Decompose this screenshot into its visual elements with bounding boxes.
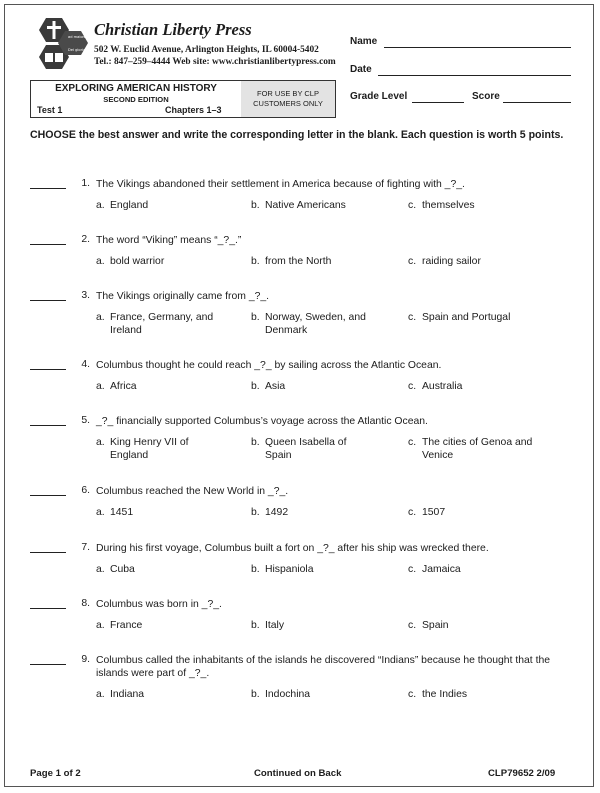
option-letter: a. <box>96 381 105 392</box>
option-text: Jamaica <box>422 564 461 575</box>
answer-blank[interactable] <box>30 552 66 553</box>
option-letter: c. <box>408 437 417 448</box>
answer-blank[interactable] <box>30 188 66 189</box>
question-number: 4. <box>81 359 90 370</box>
option-text: raiding sailor <box>422 256 481 267</box>
page-number: Page 1 of 2 <box>30 768 81 779</box>
option-text: the Indies <box>422 689 468 700</box>
option-text: 1492 <box>265 507 289 518</box>
clp-notice <box>241 81 335 117</box>
option-letter: b. <box>251 381 260 392</box>
option-text: Africa <box>110 381 137 392</box>
answer-blank[interactable] <box>30 244 66 245</box>
svg-text:ad maiorem: ad maiorem <box>68 35 90 39</box>
option-text: Asia <box>265 381 286 392</box>
option-text: Queen Isabella of Spain <box>265 437 347 461</box>
option-letter: a. <box>96 620 105 631</box>
grade-level-field[interactable] <box>412 102 464 103</box>
option-letter: b. <box>251 620 260 631</box>
option-text: 1507 <box>422 507 446 518</box>
answer-blank[interactable] <box>30 608 66 609</box>
option-text: The cities of Genoa and Venice <box>422 437 533 461</box>
option-text: Spain and Portugal <box>422 312 511 323</box>
option-text: France <box>110 620 143 631</box>
option-text: themselves <box>422 200 475 211</box>
name-label: Name <box>350 36 378 47</box>
option-letter: c. <box>408 256 417 267</box>
press-contact: Tel.: 847–259–4444 Web site: www.christianlibertypress.com <box>94 57 336 67</box>
grade-level-label: Grade Level <box>350 91 408 102</box>
option-letter: b. <box>251 507 260 518</box>
option-letter: b. <box>251 689 260 700</box>
test-label: Test 1 <box>37 105 63 115</box>
question-number: 7. <box>81 542 90 553</box>
option-letter: c. <box>408 200 417 211</box>
date-label: Date <box>350 64 372 75</box>
option-text: Indiana <box>110 689 145 700</box>
option-letter: a. <box>96 256 105 267</box>
question-text: Columbus was born in _?_. <box>96 599 222 610</box>
answer-blank[interactable] <box>30 300 66 301</box>
option-text: King Henry VII of England <box>110 437 189 461</box>
test-info-left <box>31 81 242 117</box>
score-label: Score <box>472 91 500 102</box>
score-field[interactable] <box>503 102 571 103</box>
question-text: During his first voyage, Columbus built a fort on _?_ after his ship was wrecked there. <box>96 543 489 554</box>
date-field[interactable] <box>378 75 571 76</box>
option-letter: b. <box>251 256 260 267</box>
option-letter: a. <box>96 437 105 448</box>
option-text: bold warrior <box>110 256 165 267</box>
question-number: 5. <box>81 415 90 426</box>
clp-notice-line2: CUSTOMERS ONLY <box>253 99 323 108</box>
question-text: Columbus called the inhabitants of the islands he discovered “Indians” because he thought that the islands were part of _?_. <box>96 655 551 679</box>
option-letter: b. <box>251 437 260 448</box>
instructions: CHOOSE the best answer and write the corresponding letter in the blank. Each question is worth 5 points. <box>30 129 564 141</box>
option-letter: c. <box>408 381 417 392</box>
question-number: 2. <box>81 234 90 245</box>
option-text: Cuba <box>110 564 135 575</box>
option-text: France, Germany, and Ireland <box>110 312 214 336</box>
name-field[interactable] <box>384 47 571 48</box>
question-number: 1. <box>81 178 90 189</box>
option-letter: b. <box>251 200 260 211</box>
clp-notice-line1: FOR USE BY CLP <box>257 89 319 98</box>
option-text: Norway, Sweden, and Denmark <box>265 312 366 336</box>
question-text: The word “Viking” means “_?_.” <box>96 235 242 246</box>
answer-blank[interactable] <box>30 495 66 496</box>
question-text: Columbus thought he could reach _?_ by sailing across the Atlantic Ocean. <box>96 360 442 371</box>
test-info-box <box>30 80 336 118</box>
option-letter: a. <box>96 312 105 323</box>
answer-blank[interactable] <box>30 664 66 665</box>
option-letter: a. <box>96 200 105 211</box>
option-letter: c. <box>408 312 417 323</box>
option-letter: b. <box>251 312 260 323</box>
option-letter: c. <box>408 507 417 518</box>
option-text: Australia <box>422 381 463 392</box>
option-text: from the North <box>265 256 332 267</box>
document-code: CLP79652 2/09 <box>488 768 556 779</box>
chapters-label: Chapters 1–3 <box>165 105 222 115</box>
question-number: 3. <box>81 290 90 301</box>
edition-label: SECOND EDITION <box>103 95 169 104</box>
course-title: EXPLORING AMERICAN HISTORY <box>55 83 217 94</box>
question-text: Columbus reached the New World in _?_. <box>96 486 289 497</box>
press-name: Christian Liberty Press <box>94 20 252 39</box>
question-text: _?_ financially supported Columbus’s voyage across the Atlantic Ocean. <box>96 416 428 427</box>
question-number: 6. <box>81 485 90 496</box>
press-address: 502 W. Euclid Avenue, Arlington Heights, IL 60004-5402 <box>94 45 319 55</box>
option-letter: a. <box>96 689 105 700</box>
svg-text:Dei gloriam: Dei gloriam <box>68 48 89 52</box>
option-letter: a. <box>96 507 105 518</box>
option-letter: a. <box>96 564 105 575</box>
answer-blank[interactable] <box>30 425 66 426</box>
clp-logo <box>32 18 90 74</box>
option-text: Native Americans <box>265 200 346 211</box>
question-text: The Vikings originally came from _?_. <box>96 291 270 302</box>
option-text: 1451 <box>110 507 134 518</box>
option-letter: c. <box>408 564 417 575</box>
option-text: Indochina <box>265 689 311 700</box>
question-number: 9. <box>81 654 90 665</box>
continued-note: Continued on Back <box>254 768 342 779</box>
option-letter: b. <box>251 564 260 575</box>
option-text: Hispaniola <box>265 564 314 575</box>
option-text: England <box>110 200 149 211</box>
answer-blank[interactable] <box>30 369 66 370</box>
question-number: 8. <box>81 598 90 609</box>
option-text: Spain <box>422 620 449 631</box>
option-text: Italy <box>265 620 285 631</box>
option-letter: c. <box>408 689 417 700</box>
question-text: The Vikings abandoned their settlement in America because of fighting with _?_. <box>96 179 465 190</box>
option-letter: c. <box>408 620 417 631</box>
